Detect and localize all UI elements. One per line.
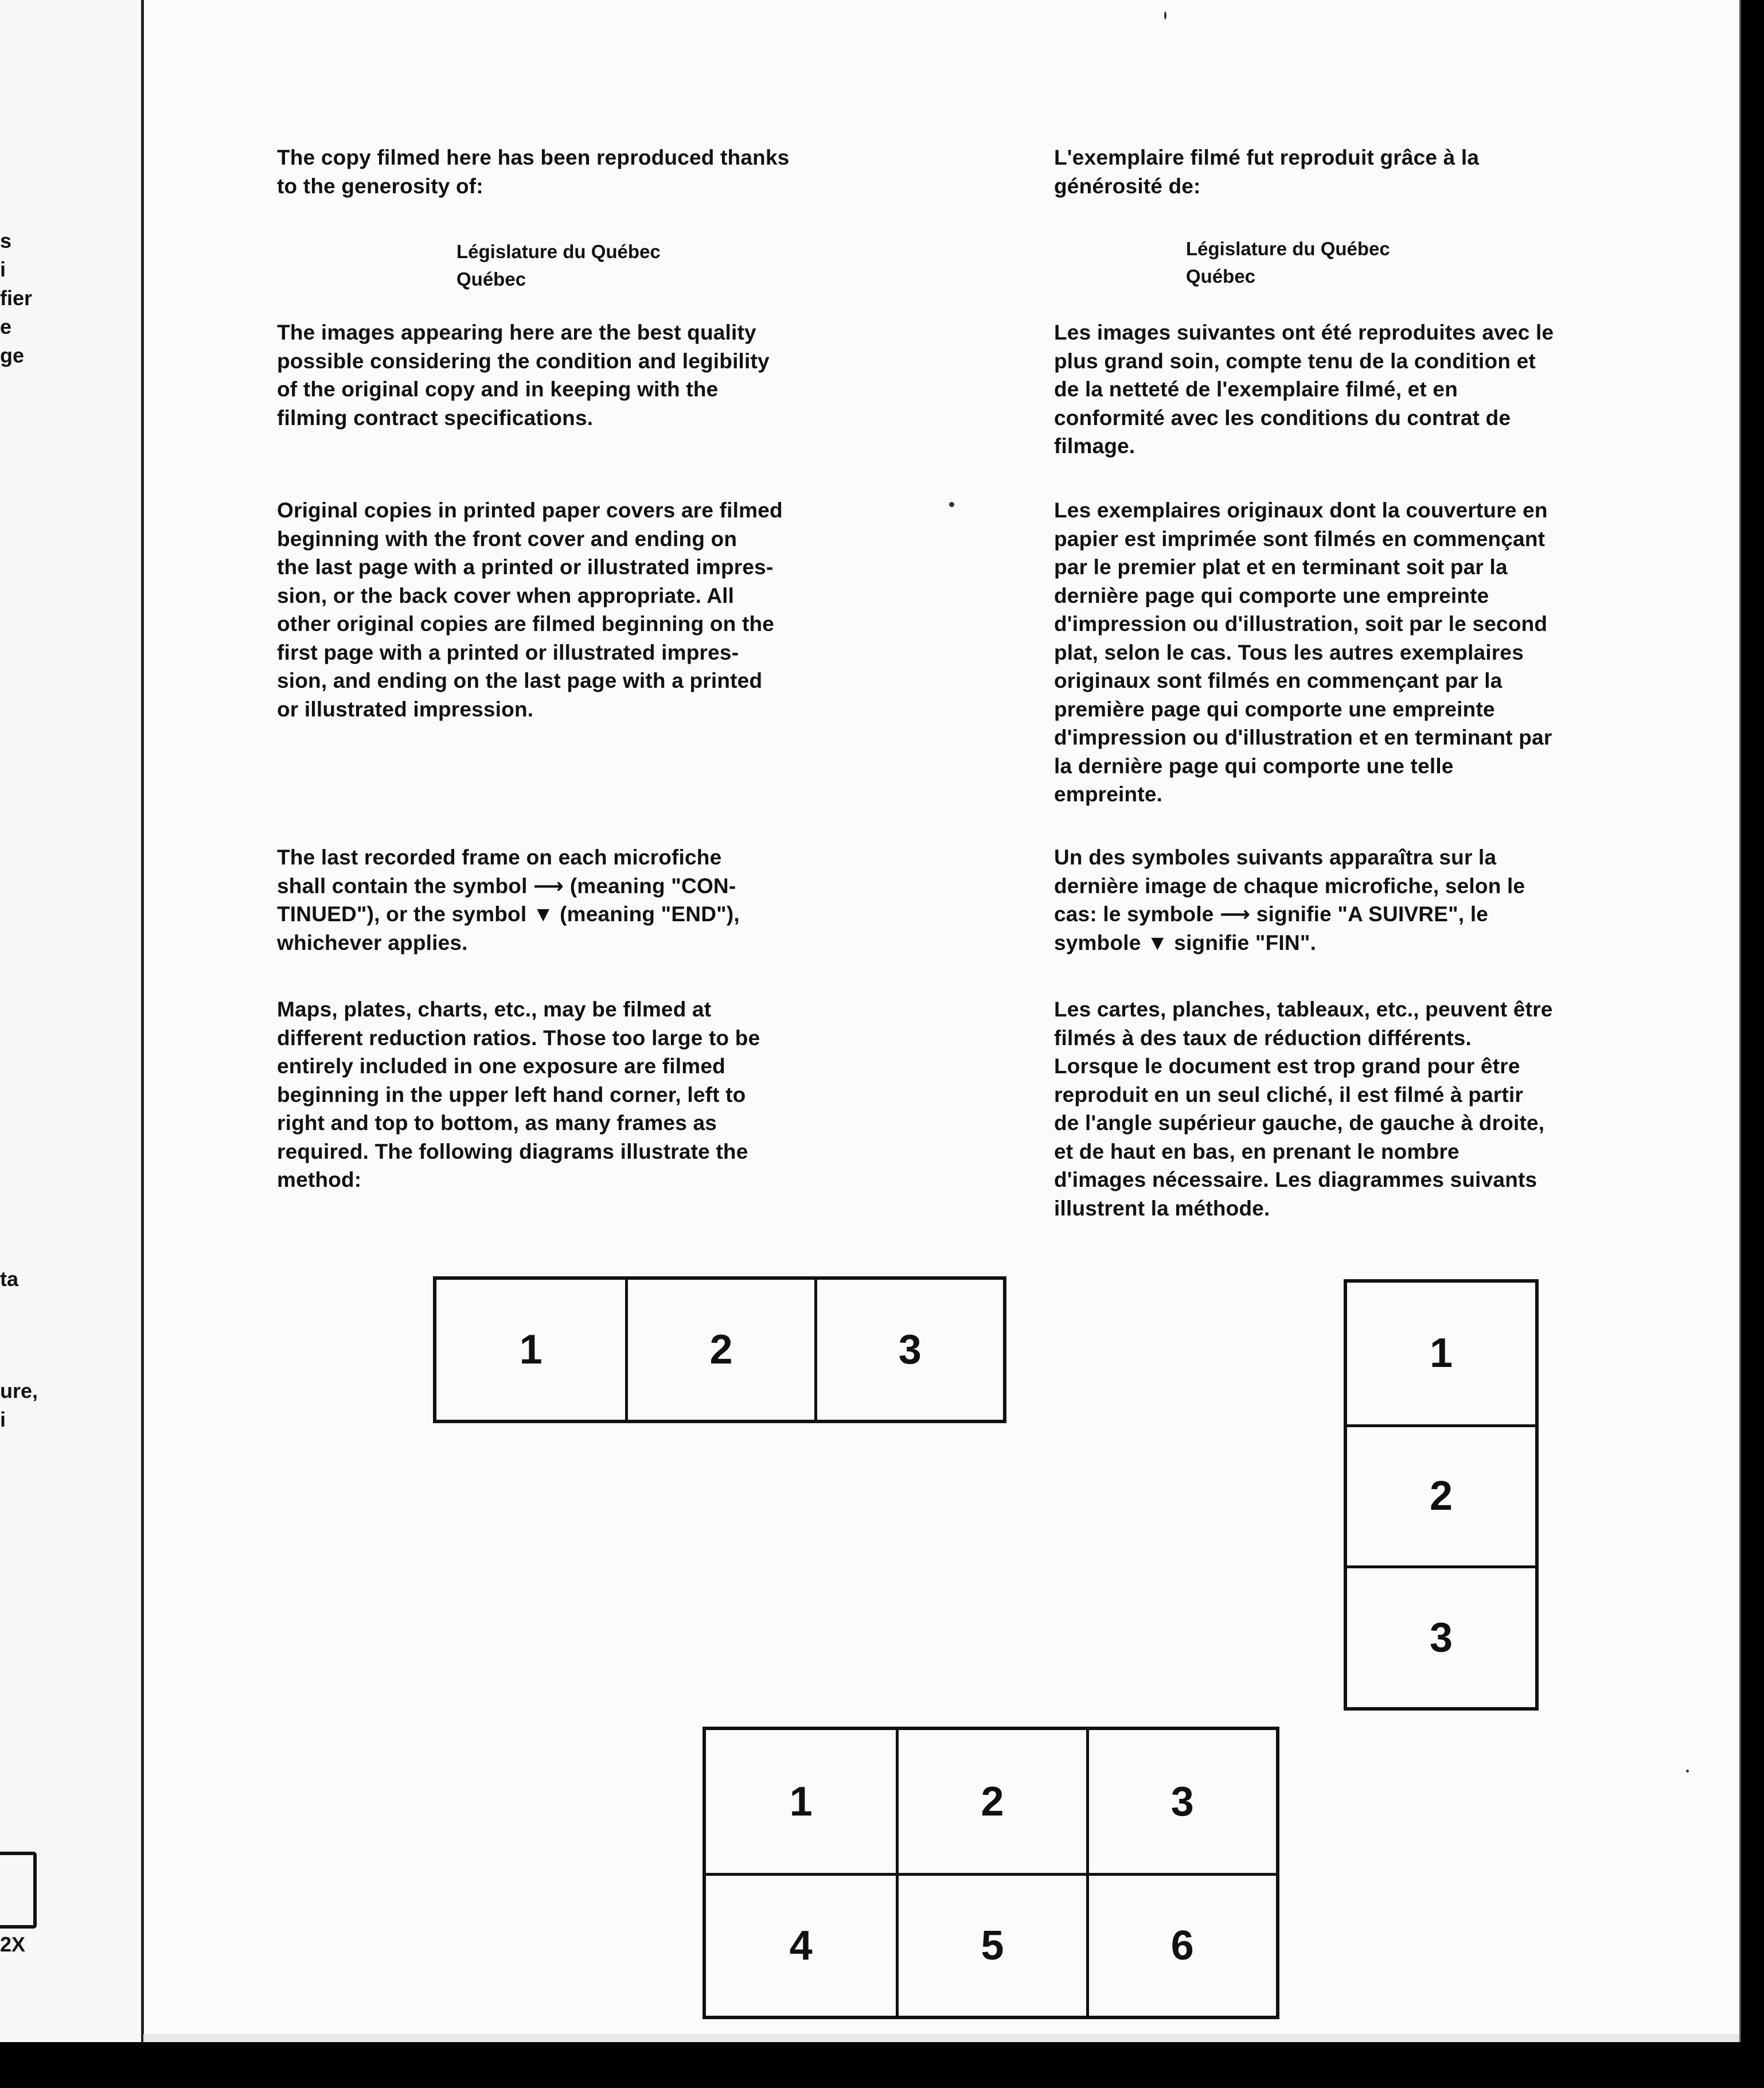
page-gutter-line [141,0,144,2042]
left-fragment-text: fier [0,286,33,310]
diagram-vertical-three-frames [1344,1279,1539,1711]
french-intro: L'exemplaire filmé fut reproduit grâce à la générosité de: [1054,146,1480,198]
frame-cell: 2 [896,1730,1086,1873]
frame-cell: 2 [1347,1424,1535,1566]
english-intro: The copy filmed here has been reproduced thanks to the generosity of: [277,146,790,198]
left-fragment-text: i [0,1408,6,1431]
frame-cell: 1 [519,1327,543,1373]
left-fragment-text: i [0,258,6,281]
film-border-bottom [0,2042,1764,2088]
frame-cell: 6 [1086,1873,1276,2016]
french-quality: Les images suivantes ont été reproduites avec le plus grand soin, compte tenu de la condition et de la netteté de l'exemplaire filmé, et en conformité avec les conditions du contrat de filmage. [1054,321,1554,458]
dust-speck [1164,11,1166,20]
diagram-horizontal-three-frames [433,1276,1006,1423]
english-quality: The images appearing here are the best quality possible considering the condition and legibility of the original copy and in keeping with the filming contract specifications. [277,321,770,430]
left-box-fragment [0,1852,37,1929]
left-fragment-text: s [0,229,12,252]
diagram-grid-six-frames [703,1727,1279,2019]
frame-cell: 5 [896,1873,1086,2016]
left-fragment-text: ge [0,344,25,367]
frame-cell: 2 [625,1280,814,1420]
frame-cell: 3 [1086,1730,1276,1873]
left-fragment-text: 2X [0,1933,26,1956]
frame-cell: 1 [789,1778,813,1825]
left-fragment-text: e [0,315,12,338]
left-fragment-text: ta [0,1267,19,1291]
english-maps: Maps, plates, charts, etc., may be filmed at different reduction ratios. Those too large to be entirely included in one exposure are filmed beginning in the upper left hand corner, left to right and top to bottom, as many frames as required. The following diagrams illustrate the method: [277,998,760,1191]
dust-speck [1686,1770,1689,1773]
dust-speck [949,502,954,507]
left-fragment-text: ure, [0,1379,38,1403]
frame-cell: 3 [814,1280,1003,1420]
english-originals: Original copies in printed paper covers are filmed beginning with the front cover and ending on the last page with a printed or illustrated impres- sion, or the back cover when appropriate. All other original copies are filmed beginning on the first page with a printed or illustrated impres- sion, and ending on the last page with a printed or illustrated impression. [277,498,783,721]
french-maps: Les cartes, planches, tableaux, etc., peuvent être filmés à des taux de réduction différents. Lorsque le document est trop grand pour être reproduit en un seul cliché, il est filmé à partir de l'angle supérieur gauche, de gauche à droite, et de haut en bas, en prenant le nombre d'images nécessaire. Les diagrammes suivants illustrent la méthode. [1054,998,1553,1220]
french-symbols: Un des symboles suivants apparaîtra sur la dernière image de chaque microfiche, selon le cas: le symbole ⟶ signifie "A SUIVRE", le symbole ▼ signifie "FIN". [1054,846,1525,955]
page-bottom-edge [143,2034,1741,2042]
frame-cell: 4 [706,1873,896,2016]
left-page-fragment [0,0,143,2042]
french-source: Législature du Québec Québec [1186,238,1390,287]
english-source: Législature du Québec Québec [456,241,661,290]
english-symbols: The last recorded frame on each microfiche shall contain the symbol ⟶ (meaning "CON- TINUED"), or the symbol ▼ (meaning "END"), whichever applies. [277,846,740,955]
french-originals: Les exemplaires originaux dont la couverture en papier est imprimée sont filmés en commençant par le premier plat et en terminant soit par la dernière page qui comporte une empreinte d'impression ou d'illustration, soit par le second plat, selon le cas. Tous les autres exemplaires originaux sont filmés en commençant par la première page qui comporte une empreinte d'impression ou d'illustration et en terminant par la dernière page qui comporte une telle empreinte. [1054,498,1552,806]
frame-cell: 3 [1347,1565,1535,1707]
film-border-right [1741,0,1764,2088]
frame-cell: 1 [1429,1330,1453,1377]
